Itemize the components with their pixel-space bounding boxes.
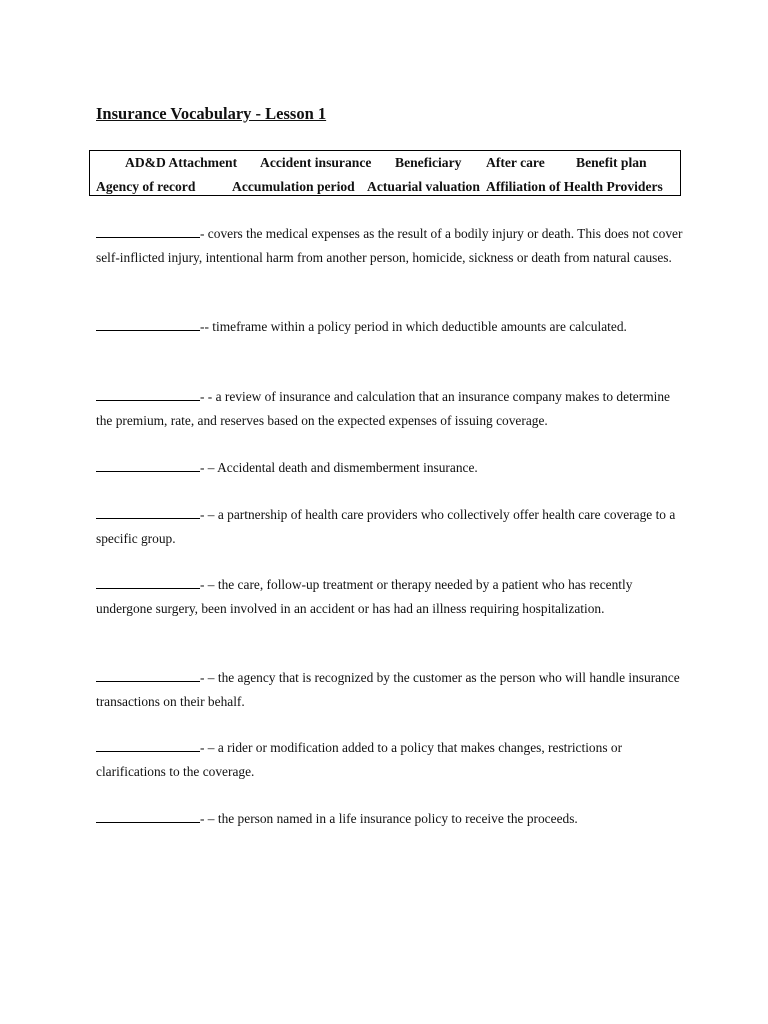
word-bank-term: AD&D Attachment <box>125 155 238 170</box>
word-bank-term: Actuarial valuation <box>367 179 480 194</box>
answer-blank <box>96 505 200 519</box>
answer-blank <box>96 738 200 752</box>
definition-text: -- timeframe within a policy period in which deductible amounts are calculated. <box>200 319 627 334</box>
definition-text: - - a review of insurance and calculation that an insurance company makes to determine the premium, rate, and reserves based on the expected expenses of issuing coverage. <box>96 389 670 428</box>
answer-blank <box>96 224 200 238</box>
definition-item <box>96 736 686 783</box>
answer-blank <box>96 668 200 682</box>
answer-blank <box>96 809 200 823</box>
word-bank-term: Benefit plan <box>576 155 647 170</box>
definition-item <box>96 573 686 620</box>
definition-item <box>96 385 686 432</box>
answer-blank <box>96 575 200 589</box>
definition-text: - – the person named in a life insurance policy to receive the proceeds. <box>200 811 578 826</box>
word-bank-box <box>89 150 681 196</box>
page-title: Insurance Vocabulary - Lesson 1 <box>96 104 327 123</box>
definition-item <box>96 666 686 713</box>
definition-text: - – the agency that is recognized by the customer as the person who will handle insurance transactions on their behalf. <box>96 670 680 709</box>
word-bank-term: Beneficiary <box>395 155 462 170</box>
definition-item <box>96 807 686 831</box>
definition-item <box>96 315 686 339</box>
word-bank-term: Accident insurance <box>260 155 372 170</box>
definition-text: - – a rider or modification added to a policy that makes changes, restrictions or clarifications to the coverage. <box>96 740 623 779</box>
definition-text: - – Accidental death and dismemberment insurance. <box>200 460 478 475</box>
definition-text: - covers the medical expenses as the result of a bodily injury or death. This does not cover self-inflicted injury, intentional harm from another person, homicide, sickness or death from natural causes. <box>96 226 683 265</box>
definition-item <box>96 456 686 480</box>
word-bank-term: Accumulation period <box>232 179 355 194</box>
definition-item <box>96 503 686 550</box>
word-bank-term: Agency of record <box>96 179 196 194</box>
word-bank-term: Affiliation of Health Providers <box>486 179 663 194</box>
definition-item <box>96 222 686 269</box>
answer-blank <box>96 458 200 472</box>
answer-blank <box>96 317 200 331</box>
definition-text: - – the care, follow-up treatment or therapy needed by a patient who has recently undergone surgery, been involved in an accident or has had an illness requiring hospitalization. <box>96 577 633 616</box>
definition-text: - – a partnership of health care providers who collectively offer health care coverage to a specific group. <box>96 507 676 546</box>
word-bank-term: After care <box>486 155 545 170</box>
answer-blank <box>96 387 200 401</box>
